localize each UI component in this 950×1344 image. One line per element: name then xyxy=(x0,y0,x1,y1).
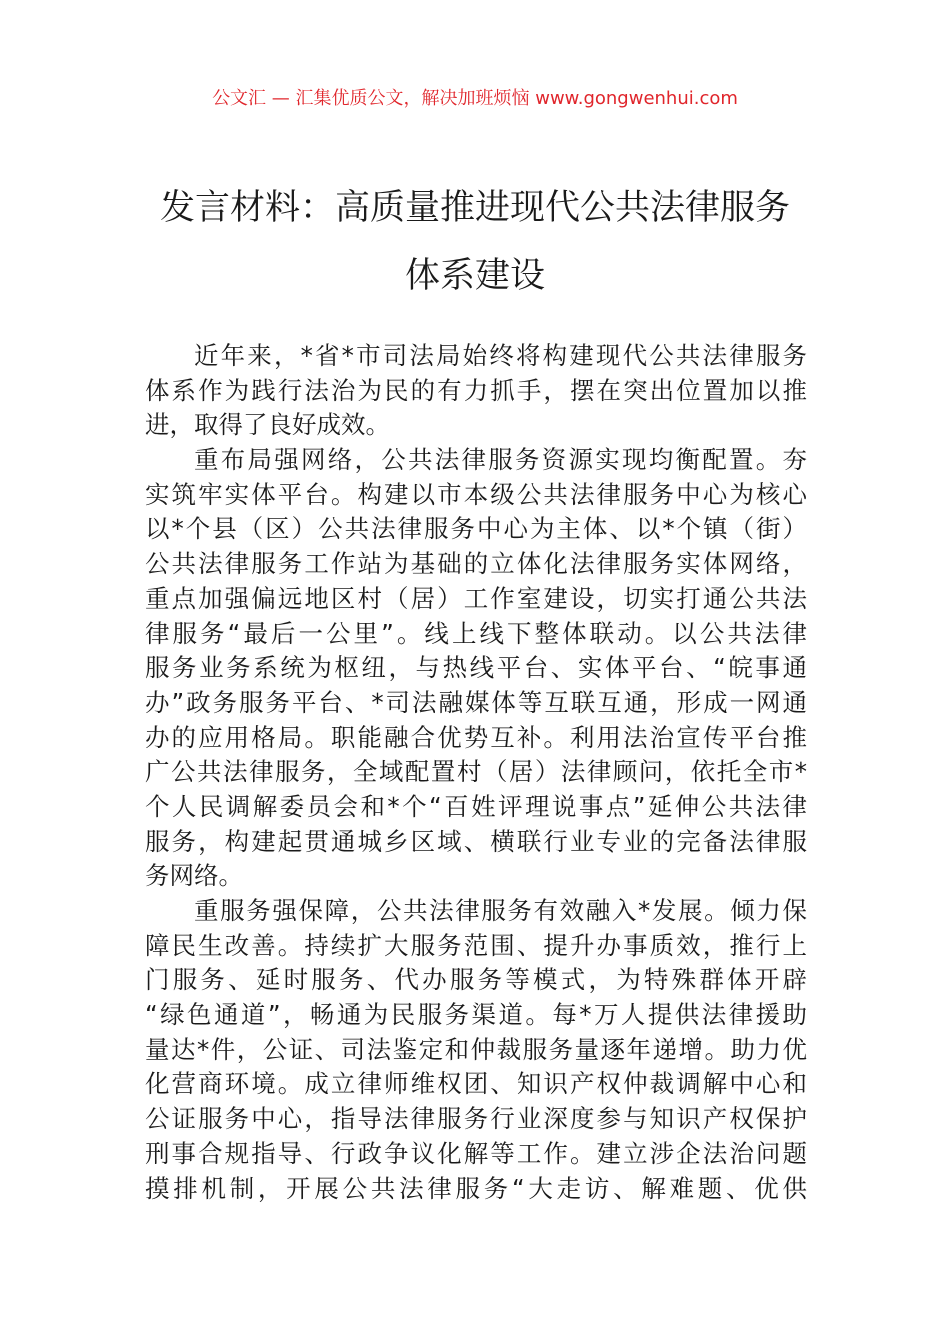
text-line: 障民生改善。持续扩大服务范围、提升办事质效，推行上 xyxy=(145,930,807,960)
text-line: 进，取得了良好成效。 xyxy=(145,410,390,440)
text-line: 化营商环境。成立律师维权团、知识产权仲裁调解中心和 xyxy=(145,1069,807,1099)
document-title-line-2: 体系建设 xyxy=(404,256,545,296)
text-line: 公证服务中心，指导法律服务行业深度参与知识产权保护 xyxy=(145,1104,807,1134)
text-line: 量达*件，公证、司法鉴定和仲裁服务量逐年递增。助力优 xyxy=(145,1034,807,1064)
text-line: 个人民调解委员会和*个“百姓评理说事点”延伸公共法律 xyxy=(145,791,807,821)
text-line: 律服务“最后一公里”。线上线下整体联动。以公共法律 xyxy=(145,618,807,648)
text-line: 务网络。 xyxy=(145,861,243,891)
watermark-banner: 公文汇 — 汇集优质公文，解决加班烦恼 www.gongwenhui.com xyxy=(212,88,738,109)
text-line: 公共法律服务工作站为基础的立体化法律服务实体网络， xyxy=(145,549,807,579)
text-line: 体系作为践行法治为民的有力抓手，摆在突出位置加以推 xyxy=(145,375,807,405)
paragraph xyxy=(145,443,807,894)
text-line: 服务，构建起贯通城乡区域、横联行业专业的完备法律服 xyxy=(145,826,807,856)
document-title-line-1: 发言材料：高质量推进现代公共法律服务 xyxy=(159,188,790,228)
paragraph xyxy=(145,894,807,1206)
text-line: 广公共法律服务，全域配置村（居）法律顾问，依托全市* xyxy=(145,757,807,787)
text-line: 办”政务服务平台、*司法融媒体等互联互通，形成一网通 xyxy=(145,687,807,717)
document-body xyxy=(145,339,807,1206)
text-line: 近年来，*省*市司法局始终将构建现代公共法律服务 xyxy=(194,341,807,370)
text-line: 服务业务系统为枢纽，与热线平台、实体平台、“皖事通 xyxy=(145,653,807,683)
text-line: 门服务、延时服务、代办服务等模式，为特殊群体开辟 xyxy=(145,965,807,995)
text-line: 实筑牢实体平台。构建以市本级公共法律服务中心为核心 xyxy=(145,479,807,509)
text-line: 刑事合规指导、行政争议化解等工作。建立涉企法治问题 xyxy=(145,1138,807,1168)
text-line: 以*个县（区）公共法律服务中心为主体、以*个镇（街） xyxy=(145,514,807,544)
text-line: 重服务强保障，公共法律服务有效融入*发展。倾力保 xyxy=(194,896,807,925)
text-line: 办的应用格局。职能融合优势互补。利用法治宣传平台推 xyxy=(145,722,807,752)
paragraph xyxy=(145,339,807,443)
text-line: “绿色通道”，畅通为民服务渠道。每*万人提供法律援助 xyxy=(145,1000,807,1030)
text-line: 摸排机制，开展公共法律服务“大走访、解难题、优供 xyxy=(145,1173,807,1203)
text-line: 重点加强偏远地区村（居）工作室建设，切实打通公共法 xyxy=(145,583,807,613)
text-line: 重布局强网络，公共法律服务资源实现均衡配置。夯 xyxy=(194,445,807,475)
